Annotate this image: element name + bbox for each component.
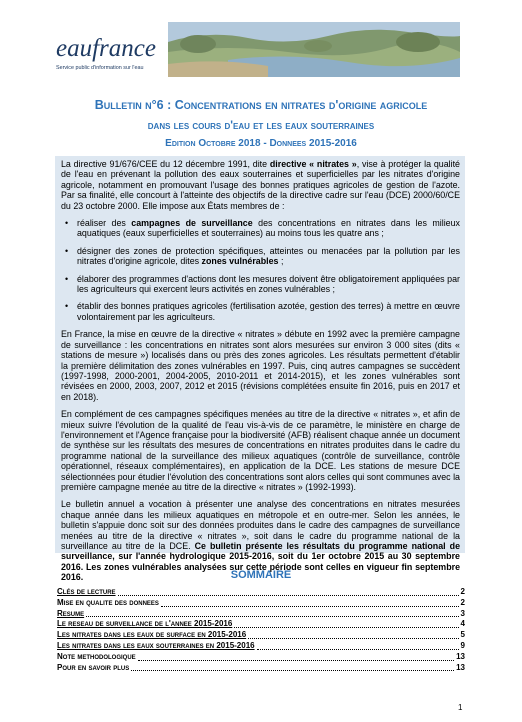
- bullet-item: [61, 274, 460, 295]
- text-span: , vise à protéger la qualité de l'eau en prévenant la pollution des eaux souterraines et superficielles par les nitrates d'origine agricole, notamment en promouvant l'usage des bonnes pratiques agricoles de gestion de l'azote. Par sa finalité, elle concourt à l'atteinte des objectifs de la directive cadre sur l'eau (DCE) 2000/60/CE du 23 octobre 2000. Elle impose aux États membres de :: [61, 159, 460, 211]
- toc-item[interactable]: [57, 587, 465, 598]
- text-span: des concentrations en nitrates dans les milieux aquatiques (eaux superficielles et souterraines) au moins tous les quatre ans ;: [77, 218, 460, 239]
- logo-subtitle: Service public d'information sur l'eau: [56, 65, 144, 71]
- text-span: désigner des zones de protection spécifiques, atteintes ou menacées par la pollution par les nitrates d'origine agricole, dites: [77, 245, 460, 267]
- page-number: 1: [458, 703, 463, 712]
- bullet-icon: •: [65, 301, 69, 312]
- bold-term: campagnes de surveillance: [131, 218, 253, 229]
- bullet-item: [61, 218, 460, 239]
- toc-item-page: 2: [460, 587, 465, 596]
- bullet-item: [61, 301, 460, 322]
- bullet-text: élaborer des programmes d'actions dont les mesures doivent être obligatoirement appliquées par les agriculteurs qui exercent leurs activités en zones vulnérables ;: [77, 273, 460, 295]
- toc-item-label[interactable]: Le reseau de surveillance de l'annee 2015-2016: [57, 619, 233, 629]
- bulletin-subtitle: dans les cours d'eau et les eaux souterraines: [147, 120, 375, 132]
- bullet-text: établir des bonnes pratiques agricoles (fertilisation azotée, gestion des terres) à mettre en œuvre volontairement par les agriculteurs.: [77, 301, 460, 322]
- logo-wordmark: eaufrance: [56, 35, 156, 62]
- toc-item[interactable]: [57, 598, 465, 609]
- toc-item[interactable]: [57, 641, 465, 652]
- toc-item[interactable]: [57, 652, 465, 663]
- bullet-item: [61, 246, 460, 267]
- toc-item-page: 4: [460, 619, 465, 629]
- intro-paragraph-2: En France, la mise en œuvre de la directive « nitrates » débute en 1992 avec la première campagne de surveillance : les concentrations en nitrates sont alors mesurées sur environ 3 000 sites (dits « stations de mesure ») localisés dans ou près des zones agricoles. Les résultats permettent d'établir la première délimitation des zones vulnérables en 1997. Puis, cinq autres campagnes se succèdent (1997-1998, 2000-2001, 2004-2005, 2010-2011 et 2014-2015), et les zones vulnérables sont révisées en 2000, 2003, 2007, 2012 et 2015 (révisions complétées ensuite fin 2016, puis en 2017 et en 2018).: [61, 329, 460, 402]
- toc-item-page: 13: [456, 651, 465, 661]
- toc-item-page: 5: [460, 630, 465, 640]
- toc-item-label[interactable]: Les nitrates dans les eaux souterraines en 2015-2016: [57, 640, 255, 650]
- text-span: Le bulletin annuel a vocation à présenter une analyse des concentrations en nitrates mesurées chaque année dans les milieux aquatiques en métropole et en outre-mer. Selon les années, le bulletin s'appuie donc soit sur des données produites dans le cadre des campagnes de surveillance menées au titre de la directive « nitrates », soit dans le cadre du programme national de la surveillance au titre de la DCE.: [61, 499, 460, 551]
- toc-item-label[interactable]: Mise en qualite des donnees: [57, 597, 159, 607]
- bullet-icon: •: [65, 245, 69, 256]
- toc-item-label[interactable]: Note methodologique: [57, 651, 136, 661]
- text-span: La directive 91/676/CEE du 12 décembre 1991, dite: [61, 159, 270, 169]
- bold-summary: Ce bulletin présente les résultats du programme national de surveillance, sur l'année hydrologique 2015-2016, soit du 1er octobre 2015 au 30 septembre 2016. Les zones vulnérables analysées sur cette période sont celles en vigueur fin septembre 2016.: [61, 541, 461, 583]
- text-span: réaliser des: [77, 218, 132, 229]
- bulletin-title: Bulletin n°6 : Concentrations en nitrates d'origine agricole: [94, 98, 428, 112]
- toc-item-page: 3: [460, 608, 465, 618]
- toc-item-page: 13: [456, 662, 465, 672]
- toc-item[interactable]: [57, 609, 465, 620]
- bullet-icon: •: [65, 218, 69, 229]
- toc-item-page: 2: [460, 597, 465, 607]
- landscape-image: [168, 22, 460, 77]
- toc-item-label[interactable]: Pour en savoir plus: [57, 662, 130, 672]
- intro-paragraph-1: [61, 159, 460, 211]
- header-landscape-photo: [168, 22, 460, 77]
- toc-item[interactable]: [57, 619, 465, 630]
- toc-item-page: 9: [460, 640, 465, 650]
- eaufrance-logo: [56, 36, 166, 71]
- toc-heading: SOMMAIRE: [230, 569, 292, 581]
- toc-item[interactable]: [57, 630, 465, 641]
- toc-item-label[interactable]: Resume: [57, 608, 85, 618]
- toc-item-label[interactable]: Les nitrates dans les eaux de surface en 2015-2016: [57, 630, 247, 640]
- text-span: ;: [278, 256, 284, 267]
- bullet-icon: •: [65, 273, 69, 284]
- bulletin-edition: Edition Octobre 2018 - Donnees 2015-2016: [165, 138, 357, 149]
- toc-item[interactable]: [57, 663, 465, 674]
- intro-paragraph-3: En complément de ces campagnes spécifiques menées au titre de la directive « nitrates », et afin de mieux suivre l'évolution de la qualité de l'eau vis-à-vis de ce paramètre, le ministère en charge de l'environnement et l'Agence française pour la biodiversité (AFB) réalisent chaque année un document de synthèse sur les résultats des mesures de concentrations en nitrates produites dans le cadre du programme national de la surveillance des milieux aquatiques (contrôle de surveillance, contrôle opérationnel, réseaux complémentaires), en application de la DCE. Les stations de mesure DCE sélectionnées pour étudier l'évolution des concentrations sont alors celles qui sont communes avec la première campagne menée au titre de la directive « nitrates » (1992-1993).: [61, 409, 460, 492]
- toc-item-label[interactable]: Clés de lecture: [57, 587, 116, 596]
- bold-term: zones vulnérables: [201, 256, 279, 267]
- table-of-contents: [57, 587, 465, 673]
- directive-term: directive « nitrates »: [269, 159, 357, 169]
